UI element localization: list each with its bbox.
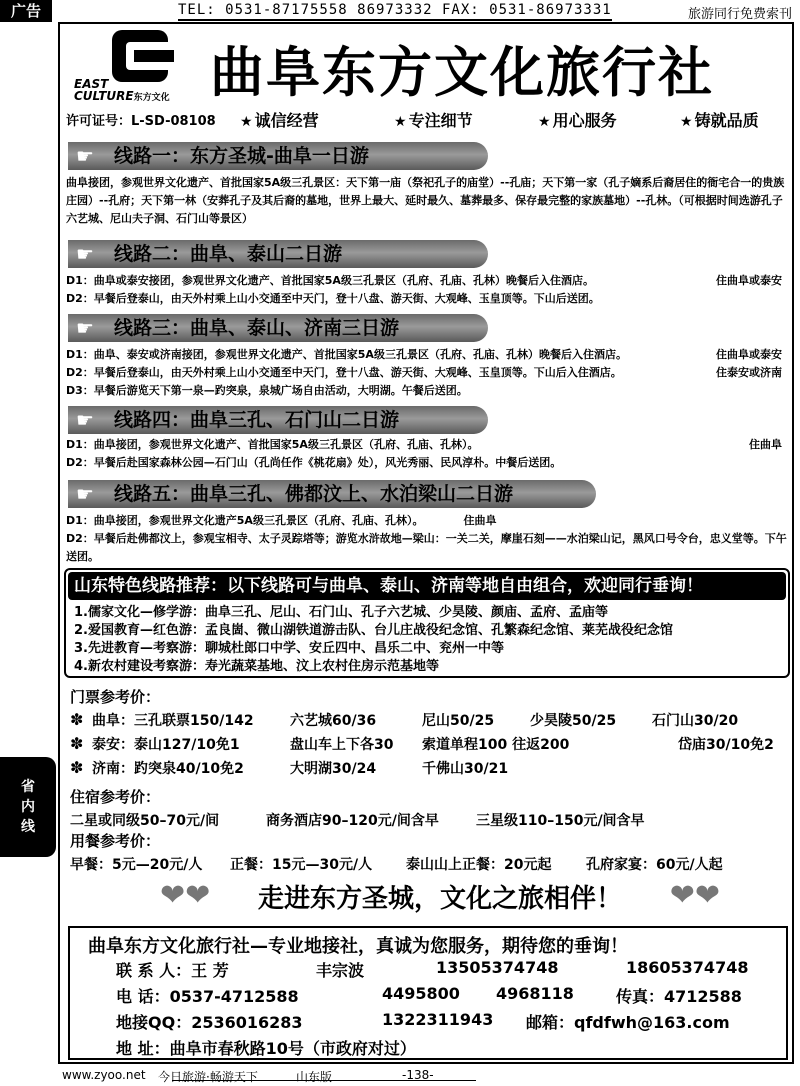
contact-heading: 曲阜东方文化旅行社—专业地接社，真诚为您服务，期待您的垂询！: [88, 936, 628, 957]
route-line: D1：曲阜或泰安接团，参观世界文化遗产、首批国家5A级三孔景区（孔府、孔庙、孔林）晚餐后入住酒店。 住曲阜或泰安: [66, 272, 788, 290]
brand-title: 曲阜东方文化旅行社: [210, 40, 714, 104]
side-tab: [0, 757, 56, 857]
meals-row: 早餐：5元—20元/人 正餐：15元—30元/人 泰山山上正餐：20元起 孔府家宴：60元/人起: [70, 857, 723, 873]
ticket-row: ✽ 泰安：泰山127/10免1 盘山车上下各30 索道单程100 往返200 岱庙30/10免2: [70, 734, 774, 753]
feature-list: [74, 604, 673, 676]
flower-icon: ✽: [70, 734, 84, 753]
route-text: [66, 512, 788, 566]
route-text: [66, 346, 788, 400]
logo: [74, 30, 204, 102]
route-title: ☛ 线路四：曲阜三孔、石门山二日游: [68, 406, 488, 434]
pointing-hand-icon: ☛: [76, 408, 94, 432]
contact-row: 地接QQ：2536016283 1322311943 邮箱：qfdfwh@163.com: [116, 1010, 730, 1032]
top-index-text: 旅游同行免费索刊: [687, 7, 792, 22]
route-text: [66, 436, 788, 472]
feature-routes-box: [64, 568, 790, 678]
route-note: 住泰安或济南: [716, 366, 782, 379]
route-line: 曲阜接团，参观世界文化遗产、首批国家5A级三孔景区：天下第一庙（祭祀孔子的庙堂）--孔庙；天下第一家（孔子嫡系后裔居住的衙宅合一的贵族庄园）--孔府；天下第一林（安葬孔子及其后裔的墓地，世界上最大、延时最久、墓葬最多、保存最完整的家族墓地）--孔林。（可根据时间选游孔子六艺城、尼山夫子洞、石门山等景区）: [66, 176, 785, 225]
contact-row: 地 址：曲阜市春秋路10号（市政府对过）: [116, 1039, 416, 1058]
feature-heading: 山东特色线路推荐：以下线路可与曲阜、泰山、济南等地自由组合，欢迎同行垂询！: [68, 572, 786, 600]
ad-frame: [58, 22, 794, 1064]
slogan-row: [60, 106, 792, 130]
list-item: 4.新农村建设考察游：寿光蔬菜基地、汶上农村住房示范基地等: [74, 659, 439, 674]
logo-c-icon: [112, 30, 168, 82]
route-text: [66, 272, 788, 308]
pointing-hand-icon: ☛: [76, 242, 94, 266]
footer-site: www.zyoo.net: [62, 1068, 146, 1082]
route-note: 住曲阜或泰安: [716, 274, 782, 287]
slogan: ★ 用心服务: [538, 111, 617, 130]
logo-en-2: CULTURE: [74, 89, 134, 103]
slogan: ★ 诚信经营: [240, 111, 319, 130]
contact-row: 联 系 人：王 芳 丰宗波 13505374748 18605374748: [116, 958, 749, 980]
pointing-hand-icon: ☛: [76, 144, 94, 168]
route-line: D3：早餐后游览天下第一泉—趵突泉，泉城广场自由活动，大明湖。午餐后送团。: [66, 384, 468, 397]
route-line: D2：早餐后登泰山，由天外村乘上山小交通至中天门，登十八盘、游天街、大观峰、玉皇顶等。下山后入住酒店。 住泰安或济南: [66, 364, 788, 382]
route-line: D1：曲阜接团，参观世界文化遗产5A级三孔景区（孔府、孔庙、孔林）。 住曲阜: [66, 514, 497, 527]
footer-rule: [172, 1080, 476, 1081]
side-tab-char: 省: [21, 779, 35, 795]
star-icon: ★: [538, 114, 551, 130]
logo-text: [74, 78, 170, 104]
ticket-row: ✽ 济南：趵突泉40/10免2 大明湖30/24 千佛山30/21: [70, 758, 509, 777]
list-item: 2.爱国教育—红色游：孟良崮、微山湖铁道游击队、台儿庄战役纪念馆、孔繁森纪念馆、莱芜战役纪念馆: [74, 623, 673, 638]
lodging-heading: 住宿参考价：: [70, 788, 161, 806]
ticket-row: ✽ 曲阜：三孔联票150/142 六艺城60/36 尼山50/25 少昊陵50/25 石门山30/20: [70, 710, 739, 729]
meals-heading: 用餐参考价：: [70, 832, 161, 850]
page-number: -138-: [402, 1068, 434, 1082]
side-tab-char: 线: [21, 819, 35, 835]
route-line: D1：曲阜接团，参观世界文化遗产、首批国家5A级三孔景区（孔府、孔庙、孔林）。 住曲阜: [66, 436, 788, 454]
slogan: ★ 专注细节: [394, 111, 473, 130]
hearts-icon: ❤❤: [669, 878, 720, 913]
route-note: 住曲阜: [749, 438, 782, 451]
route-note: 住曲阜或泰安: [716, 348, 782, 361]
route-text: [66, 174, 788, 228]
flower-icon: ✽: [70, 758, 84, 777]
route-line: D2：早餐后登泰山，由天外村乘上山小交通至中天门，登十八盘、游天街、大观峰、玉皇顶等。下山后送团。: [66, 292, 600, 305]
hearts-icon: ❤❤: [160, 878, 211, 913]
footer: [62, 1068, 622, 1084]
lodging-row: 二星或同级50–70元/间 商务酒店90–120元/间含早 三星级110–150元/间含早: [70, 813, 645, 829]
pointing-hand-icon: ☛: [76, 316, 94, 340]
logo-en-1: EAST: [74, 77, 109, 91]
footer-edition: 山东版: [296, 1070, 333, 1084]
route-line: D2：早餐后赴国家森林公园—石门山（孔尚任作《桃花扇》处），风光秀丽、民风淳朴。中餐后送团。: [66, 456, 562, 469]
logo-cn: 东方文化: [133, 93, 170, 103]
license-number: 许可证号：L-SD-08108: [66, 114, 216, 129]
pointing-hand-icon: ☛: [76, 482, 94, 506]
route-title: ☛ 线路一：东方圣城-曲阜一日游: [68, 142, 488, 170]
route-note: 住曲阜: [463, 514, 497, 527]
star-icon: ★: [680, 114, 693, 130]
star-icon: ★: [394, 114, 407, 130]
list-item: 1.儒家文化—修学游：曲阜三孔、尼山、石门山、孔子六艺城、少昊陵、颜庙、孟府、孟庙等: [74, 605, 608, 620]
route-line: D2：早餐后赴佛都汶上，参观宝相寺、太子灵踪塔等；游览水浒故地—梁山：一关二关，摩崖石刻——水泊梁山记，黑风口号令台，忠义堂等。下午送团。: [66, 532, 787, 563]
ticket-heading: 门票参考价：: [70, 688, 161, 706]
contact-box: [68, 926, 788, 1060]
flower-icon: ✽: [70, 710, 84, 729]
top-contact-line: TEL: 0531-87175558 86973332 FAX: 0531-86973331: [178, 2, 612, 21]
tagline: ❤❤ 走进东方圣城，文化之旅相伴！ ❤❤: [160, 878, 720, 914]
top-bar: [0, 0, 800, 22]
list-item: 3.先进教育—考察游：聊城杜郎口中学、安丘四中、昌乐二中、兖州一中等: [74, 641, 504, 656]
footer-name: 今日旅游·畅游天下: [158, 1070, 258, 1084]
contact-row: 电 话：0537-4712588 4495800 4968118 传真：4712588: [116, 984, 742, 1006]
star-icon: ★: [240, 114, 253, 130]
side-tab-char: 内: [21, 799, 35, 815]
slogan: ★ 铸就品质: [680, 111, 759, 130]
route-title: ☛ 线路三：曲阜、泰山、济南三日游: [68, 314, 488, 342]
ad-tag: 广告: [0, 0, 52, 22]
route-line: D1：曲阜、泰安或济南接团，参观世界文化遗产、首批国家5A级三孔景区（孔府、孔庙、孔林）晚餐后入住酒店。 住曲阜或泰安: [66, 346, 788, 364]
route-title: ☛ 线路二：曲阜、泰山二日游: [68, 240, 488, 268]
route-title: ☛ 线路五：曲阜三孔、佛都汶上、水泊梁山二日游: [68, 480, 596, 508]
